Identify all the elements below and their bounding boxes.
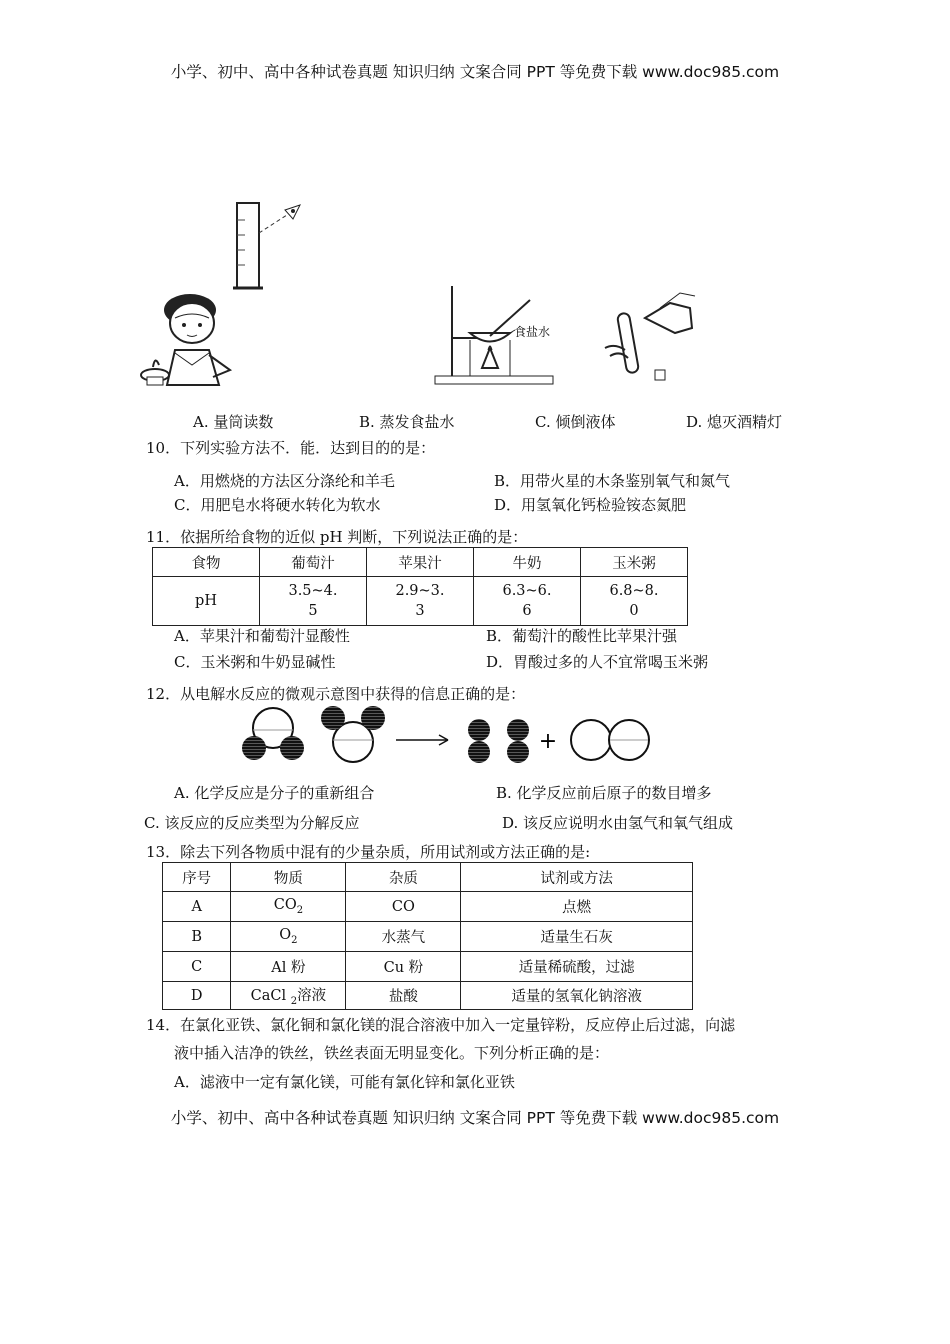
value-line: 3 bbox=[415, 603, 425, 619]
q14-option-a: A．滤液中一定有氯化镁，可能有氯化锌和氯化亚铁 bbox=[174, 1073, 515, 1091]
q12-stem: 12．从电解水反应的微观示意图中获得的信息正确的是： bbox=[146, 685, 526, 703]
table-header-cell: 牛奶 bbox=[474, 548, 581, 577]
table-row bbox=[163, 922, 693, 952]
row-label: pH bbox=[153, 577, 260, 626]
table-header-row bbox=[153, 548, 688, 577]
substance-cell: $O_2$ bbox=[231, 922, 346, 952]
electrolysis-diagram bbox=[236, 702, 656, 772]
table-header-cell: 食物 bbox=[153, 548, 260, 577]
table-row bbox=[163, 952, 693, 982]
table-header-cell: 序号 bbox=[163, 863, 231, 892]
salt-water-label: 食盐水 bbox=[514, 325, 551, 339]
method-cell: 适量的氢氧化钠溶液 bbox=[461, 982, 693, 1010]
q12-option-d: D. 该反应说明水由氢气和氧气组成 bbox=[502, 814, 734, 832]
row-id: D bbox=[163, 982, 231, 1010]
table-row bbox=[163, 982, 693, 1010]
table-header-cell: 试剂或方法 bbox=[461, 863, 693, 892]
table-cell bbox=[260, 577, 367, 626]
q12-option-b: B. 化学反应前后原子的数目增多 bbox=[496, 784, 712, 802]
q9-option-c: C. 倾倒液体 bbox=[535, 413, 616, 431]
method-cell: 适量生石灰 bbox=[461, 922, 693, 952]
q11-option-c: C．玉米粥和牛奶显碱性 bbox=[174, 653, 336, 671]
q11-ph-table bbox=[152, 547, 688, 626]
q11-stem: 11．依据所给食物的近似 pH 判断，下列说法正确的是： bbox=[146, 528, 528, 546]
q9-option-d: D. 熄灭酒精灯 bbox=[686, 413, 783, 431]
q12-option-a: A. 化学反应是分子的重新组合 bbox=[174, 784, 375, 802]
impurity-cell: 水蒸气 bbox=[346, 922, 461, 952]
q13-stem: 13．除去下列各物质中混有的少量杂质，所用试剂或方法正确的是: bbox=[146, 843, 591, 861]
table-header-cell: 物质 bbox=[231, 863, 346, 892]
figure-cylinder-reading bbox=[135, 195, 315, 395]
q12-option-c: C. 该反应的反应类型为分解反应 bbox=[144, 814, 360, 832]
value-line: 0 bbox=[629, 603, 639, 619]
page-header: 小学、初中、高中各种试卷真题 知识归纳 文案合同 PPT 等免费下载 www.doc985.com bbox=[170, 63, 780, 81]
value-line: 6.3~6. bbox=[502, 583, 552, 599]
oxygen-molecule bbox=[571, 720, 649, 760]
row-id: C bbox=[163, 952, 231, 982]
q9-option-b: B. 蒸发食盐水 bbox=[359, 413, 455, 431]
q14-stem-line-1: 14．在氯化亚铁、氯化铜和氯化镁的混合溶液中加入一定量锌粉，反应停止后过滤，向滤 bbox=[146, 1016, 736, 1034]
water-molecule-1 bbox=[242, 708, 304, 760]
substance-cell: CaCl $_2$溶液 bbox=[231, 982, 346, 1010]
figure-pouring-liquid bbox=[600, 288, 710, 388]
value-line: 6 bbox=[522, 603, 532, 619]
table-row bbox=[153, 577, 688, 626]
table-header-cell: 玉米粥 bbox=[581, 548, 688, 577]
reaction-arrow bbox=[396, 735, 448, 745]
q10-option-d: D．用氢氧化钙检验铵态氮肥 bbox=[494, 496, 687, 514]
table-cell bbox=[581, 577, 688, 626]
graduated-cylinder bbox=[237, 203, 259, 288]
substance-cell: Al 粉 bbox=[231, 952, 346, 982]
plus-sign: + bbox=[538, 729, 558, 754]
hydrogen-molecule-1 bbox=[468, 719, 490, 763]
page-footer: 小学、初中、高中各种试卷真题 知识归纳 文案合同 PPT 等免费下载 www.doc985.com bbox=[170, 1109, 780, 1127]
q10-stem: 10．下列实验方法不．能．达到目的的是： bbox=[146, 439, 436, 457]
table-cell bbox=[474, 577, 581, 626]
q10-option-c: C．用肥皂水将硬水转化为软水 bbox=[174, 496, 381, 514]
table-header-cell: 杂质 bbox=[346, 863, 461, 892]
q10-option-b: B．用带火星的木条鉴别氧气和氮气 bbox=[494, 472, 731, 490]
q13-purification-table bbox=[162, 862, 693, 1010]
q14-stem-line-2: 液中插入洁净的铁丝，铁丝表面无明显变化。下列分析正确的是： bbox=[174, 1044, 610, 1062]
method-cell: 适量稀硫酸，过滤 bbox=[461, 952, 693, 982]
hydrogen-molecule-2 bbox=[507, 719, 529, 763]
q11-option-b: B．葡萄汁的酸性比苹果汁强 bbox=[486, 627, 678, 645]
table-header-row bbox=[163, 863, 693, 892]
q10-option-a: A．用燃烧的方法区分涤纶和羊毛 bbox=[174, 472, 395, 490]
value-line: 3.5~4. bbox=[288, 583, 338, 599]
impurity-cell: 盐酸 bbox=[346, 982, 461, 1010]
q11-option-a: A．苹果汁和葡萄汁显酸性 bbox=[174, 627, 350, 645]
table-cell bbox=[367, 577, 474, 626]
table-row bbox=[163, 892, 693, 922]
method-cell: 点燃 bbox=[461, 892, 693, 922]
q9-option-a: A. 量筒读数 bbox=[193, 413, 274, 431]
water-molecule-2 bbox=[321, 706, 385, 762]
row-id: B bbox=[163, 922, 231, 952]
substance-cell: $CO_2$ bbox=[231, 892, 346, 922]
table-header-cell: 葡萄汁 bbox=[260, 548, 367, 577]
table-header-cell: 苹果汁 bbox=[367, 548, 474, 577]
value-line: 5 bbox=[308, 603, 318, 619]
value-line: 6.8~8. bbox=[609, 583, 659, 599]
impurity-cell: CO bbox=[346, 892, 461, 922]
q11-option-d: D．胃酸过多的人不宜常喝玉米粥 bbox=[486, 653, 709, 671]
row-id: A bbox=[163, 892, 231, 922]
value-line: 2.9~3. bbox=[395, 583, 445, 599]
impurity-cell: Cu 粉 bbox=[346, 952, 461, 982]
boy-illustration bbox=[141, 294, 230, 385]
